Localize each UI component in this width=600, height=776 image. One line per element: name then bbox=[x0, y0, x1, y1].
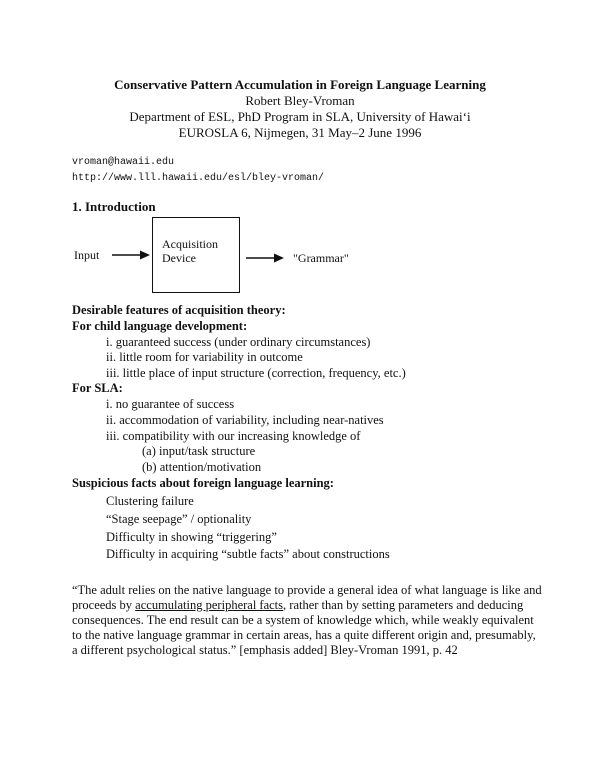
sla-subitem: (b) attention/motivation bbox=[142, 460, 262, 474]
suspicious-item: Difficulty in showing “triggering” bbox=[106, 530, 277, 544]
sla-item: ii. accommodation of variability, including near-natives bbox=[106, 413, 384, 427]
paper-title: Conservative Pattern Accumulation in Foreign Language Learning bbox=[114, 77, 486, 92]
child-item: ii. little room for variability in outcome bbox=[106, 350, 303, 364]
diagram-device-line1: Acquisition bbox=[162, 237, 218, 251]
sla-subitem: (a) input/task structure bbox=[142, 444, 256, 458]
sla-item: iii. compatibility with our increasing knowledge of bbox=[106, 429, 361, 443]
child-item: iii. little place of input structure (correction, frequency, etc.) bbox=[106, 366, 406, 380]
child-item: i. guaranteed success (under ordinary circumstances) bbox=[106, 335, 371, 349]
suspicious-item: “Stage seepage” / optionality bbox=[106, 512, 252, 526]
author: Robert Bley-Vroman bbox=[245, 93, 355, 108]
sla-item: i. no guarantee of success bbox=[106, 397, 235, 411]
diagram-output-label: "Grammar" bbox=[293, 251, 349, 265]
affiliation: Department of ESL, PhD Program in SLA, University of Hawai‘i bbox=[129, 109, 471, 124]
quote-underlined: accumulating peripheral facts bbox=[135, 598, 284, 612]
conference: EUROSLA 6, Nijmegen, 31 May–2 June 1996 bbox=[178, 125, 422, 140]
diagram-input-label: Input bbox=[74, 248, 100, 262]
arrow-output-head bbox=[274, 254, 284, 263]
child-heading: For child language development: bbox=[72, 319, 248, 333]
url: http://www.lll.hawaii.edu/esl/bley-vroman/ bbox=[72, 173, 325, 184]
sla-heading: For SLA: bbox=[72, 381, 123, 395]
features-heading: Desirable features of acquisition theory: bbox=[72, 303, 286, 317]
suspicious-item: Clustering failure bbox=[106, 494, 194, 508]
diagram-device-line2: Device bbox=[162, 251, 196, 265]
email: vroman@hawaii.edu bbox=[72, 157, 175, 168]
paper-header bbox=[0, 77, 600, 141]
arrow-input-head bbox=[140, 251, 150, 260]
suspicious-heading: Suspicious facts about foreign language learning: bbox=[72, 476, 334, 490]
quote-part2: , rather than by setting parameters and deducing consequences. The end result can be a system of knowledge which, while weakly equivalent to the native language grammar in certain areas, has a quite different origin and, presumably, a different psychological status.” [emphasis added] Bley-Vroman 1991, p. 42 bbox=[72, 598, 536, 657]
quote-part1: “The adult relies on the native language to provide a general idea of what language is like and proceeds by bbox=[72, 583, 542, 612]
section-heading-introduction: 1. Introduction bbox=[72, 199, 156, 214]
suspicious-item: Difficulty in acquiring “subtle facts” about constructions bbox=[106, 547, 390, 561]
quote-paragraph bbox=[72, 583, 542, 658]
